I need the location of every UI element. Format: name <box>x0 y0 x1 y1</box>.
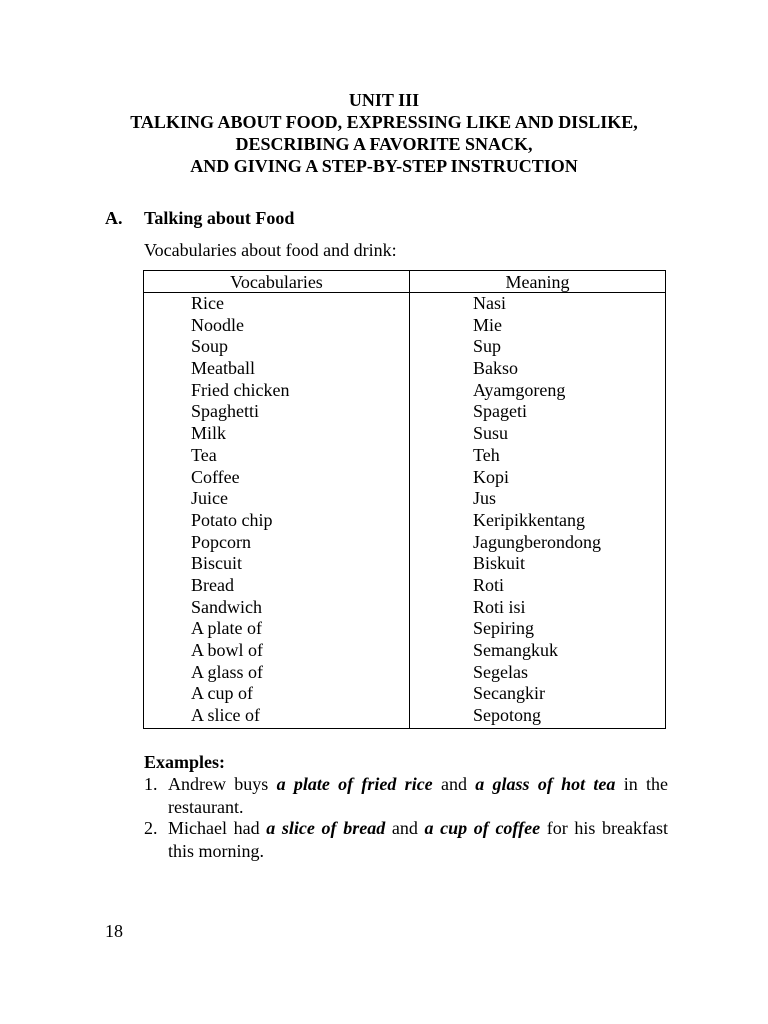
sentence-text: for his breakfast this morning. <box>168 818 668 861</box>
vocabulary-cell: A plate of <box>144 618 410 640</box>
column-header-meaning: Meaning <box>410 271 666 293</box>
table-row <box>144 532 666 554</box>
title-line: TALKING ABOUT FOOD, EXPRESSING LIKE AND DISLIKE, <box>130 112 638 132</box>
example-sentence <box>168 773 668 819</box>
sentence-text: in the restaurant. <box>168 774 668 817</box>
table-row <box>144 597 666 619</box>
meaning-cell: Nasi <box>410 293 666 315</box>
vocabulary-cell: Tea <box>144 445 410 467</box>
page-number: 18 <box>105 921 123 941</box>
table-row <box>144 683 666 705</box>
table-row <box>144 575 666 597</box>
meaning-cell: Segelas <box>410 662 666 684</box>
meaning-cell: Susu <box>410 423 666 445</box>
vocabulary-cell: Soup <box>144 336 410 358</box>
emphasized-phrase: a cup of coffee <box>424 818 541 838</box>
vocabulary-cell: Biscuit <box>144 553 410 575</box>
vocabulary-table <box>143 270 666 729</box>
table-row <box>144 423 666 445</box>
table-row <box>144 662 666 684</box>
examples-heading: Examples: <box>144 752 225 772</box>
meaning-cell: Ayamgoreng <box>410 380 666 402</box>
title-line: DESCRIBING A FAVORITE SNACK, <box>235 134 533 154</box>
emphasized-phrase: a slice of bread <box>266 818 386 838</box>
section-letter: A. <box>105 208 123 228</box>
meaning-cell: Semangkuk <box>410 640 666 662</box>
example-item <box>144 817 668 863</box>
sentence-text: and <box>385 818 425 838</box>
example-sentence <box>168 817 668 863</box>
meaning-cell: Bakso <box>410 358 666 380</box>
table-row <box>144 467 666 489</box>
meaning-cell: Biskuit <box>410 553 666 575</box>
meaning-cell: Mie <box>410 315 666 337</box>
table-row <box>144 315 666 337</box>
vocabulary-cell: Coffee <box>144 467 410 489</box>
table-row <box>144 488 666 510</box>
vocabulary-cell: Bread <box>144 575 410 597</box>
vocabulary-cell: A glass of <box>144 662 410 684</box>
table-header-row <box>144 271 666 293</box>
meaning-cell: Jus <box>410 488 666 510</box>
meaning-cell: Secangkir <box>410 683 666 705</box>
example-item <box>144 773 668 819</box>
table-row <box>144 618 666 640</box>
meaning-cell: Roti <box>410 575 666 597</box>
table-row <box>144 445 666 467</box>
title-line: UNIT III <box>348 90 420 110</box>
section-title: Talking about Food <box>144 208 295 228</box>
table-row <box>144 510 666 532</box>
vocabulary-cell: Milk <box>144 423 410 445</box>
table-row <box>144 553 666 575</box>
meaning-cell: Roti isi <box>410 597 666 619</box>
emphasized-phrase: a glass of hot tea <box>475 774 616 794</box>
sentence-text: and <box>432 774 476 794</box>
vocabulary-cell: Noodle <box>144 315 410 337</box>
meaning-cell: Sepotong <box>410 705 666 729</box>
table-body <box>144 293 666 729</box>
table-row <box>144 293 666 315</box>
section-heading <box>105 208 294 228</box>
vocabulary-cell: Spaghetti <box>144 401 410 423</box>
example-number: 2. <box>144 818 158 838</box>
meaning-cell: Kopi <box>410 467 666 489</box>
vocabulary-cell: A bowl of <box>144 640 410 662</box>
meaning-cell: Teh <box>410 445 666 467</box>
table-row <box>144 640 666 662</box>
vocabulary-cell: Rice <box>144 293 410 315</box>
vocabulary-cell: A slice of <box>144 705 410 729</box>
meaning-cell: Sepiring <box>410 618 666 640</box>
meaning-cell: Jagungberondong <box>410 532 666 554</box>
section-intro: Vocabularies about food and drink: <box>144 240 397 260</box>
vocabulary-cell: Sandwich <box>144 597 410 619</box>
vocabulary-cell: Meatball <box>144 358 410 380</box>
column-header-vocabularies: Vocabularies <box>144 271 410 293</box>
meaning-cell: Sup <box>410 336 666 358</box>
sentence-text: Andrew buys <box>168 774 277 794</box>
table-row <box>144 336 666 358</box>
vocabulary-cell: Juice <box>144 488 410 510</box>
table-row <box>144 401 666 423</box>
vocabulary-cell: Potato chip <box>144 510 410 532</box>
example-number: 1. <box>144 774 158 794</box>
table-row <box>144 705 666 729</box>
table-row <box>144 380 666 402</box>
meaning-cell: Keripikkentang <box>410 510 666 532</box>
unit-title <box>0 89 768 177</box>
vocabulary-cell: Popcorn <box>144 532 410 554</box>
meaning-cell: Spageti <box>410 401 666 423</box>
vocabulary-cell: Fried chicken <box>144 380 410 402</box>
title-line: AND GIVING A STEP-BY-STEP INSTRUCTION <box>190 156 578 176</box>
vocabulary-cell: A cup of <box>144 683 410 705</box>
emphasized-phrase: a plate of fried rice <box>276 774 433 794</box>
sentence-text: Michael had <box>168 818 267 838</box>
table-row <box>144 358 666 380</box>
